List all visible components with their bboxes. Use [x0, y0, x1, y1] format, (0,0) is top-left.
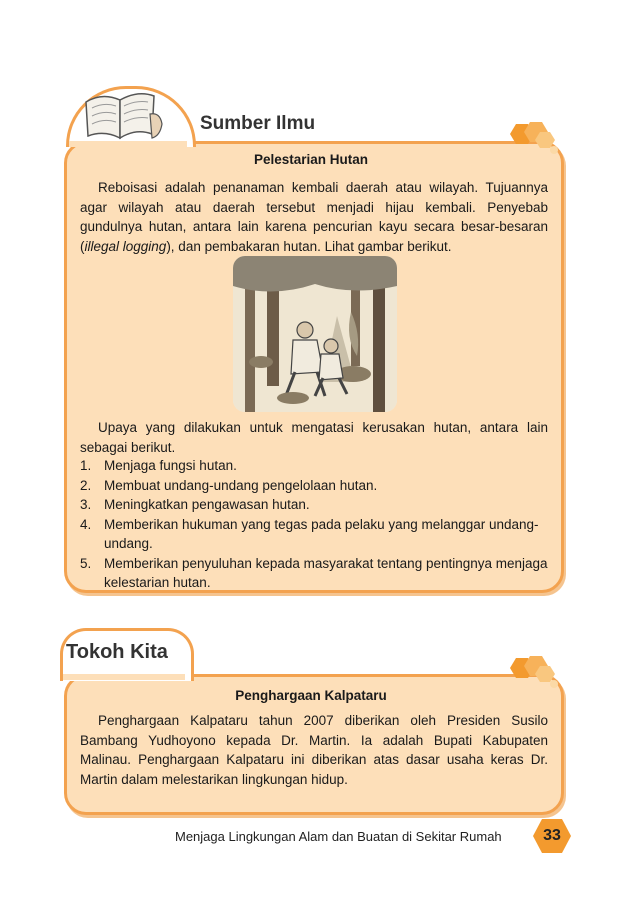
list-item: 4. Memberikan hukuman yang tegas pada pelaku yang melanggar undang-undang.: [80, 516, 539, 551]
forest-illustration: [233, 256, 397, 412]
list-item: 1. Menjaga fungsi hutan.: [80, 458, 237, 473]
title-penghargaan-kalpataru: Penghargaan Kalpataru: [235, 688, 387, 703]
footer-text: Menjaga Lingkungan Alam dan Buatan di Sekitar Rumah: [175, 829, 502, 844]
paragraph-kalpataru: Penghargaan Kalpataru tahun 2007 diberikan oleh Presiden Susilo Bambang Yudhoyono kepada Dr. Martin. Ia adalah Bupati Kabupaten Malinau. Penghargaan Kalpataru ini diberikan atas dasar usaha keras Dr. Martin dalam melestarikan lingkungan hidup.: [80, 713, 548, 787]
paragraph-reboisasi: Reboisasi adalah penanaman kembali daerah atau wilayah. Tujuannya agar wilayah atau daerah tersebut menjadi hijau kembali. Penyebab gundulnya hutan, antara lain karena pencurian kayu secara besar-besaran (illegal logging), dan pembakaran hutan. Lihat gambar berikut.: [80, 180, 548, 254]
list-item: 5. Memberikan penyuluhan kepada masyarakat tentang pentingnya menjaga kelestarian hutan.: [80, 555, 548, 590]
section-heading-sumber-ilmu: Sumber Ilmu: [200, 113, 316, 134]
paragraph-upaya: Upaya yang dilakukan untuk mengatasi kerusakan hutan, antara lain sebagai berikut.: [80, 420, 548, 455]
hexagon-deco-icon: [506, 652, 562, 692]
list-item: 3. Meningkatkan pengawasan hutan.: [80, 497, 310, 512]
section-heading-tokoh-kita: Tokoh Kita: [66, 641, 168, 663]
open-book-icon: [80, 84, 164, 144]
list-item: 2. Membuat undang-undang pengelolaan hutan.: [80, 477, 378, 493]
title-pelestarian-hutan: Pelestarian Hutan: [253, 152, 369, 167]
page-number: 33: [532, 816, 572, 856]
upaya-list: [80, 456, 550, 593]
